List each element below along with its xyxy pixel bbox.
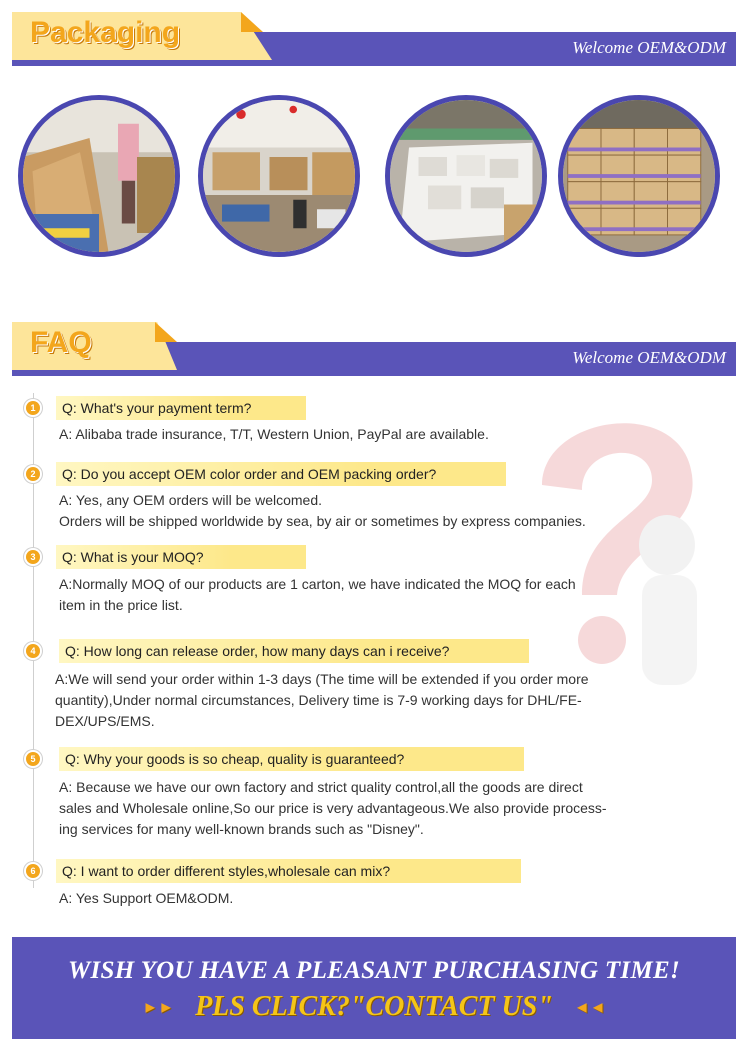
answer-line: DEX/UPS/EMS. [55,713,155,729]
answer-5 [59,777,709,840]
answer-2 [59,490,679,532]
answer-line: A:Normally MOQ of our products are 1 carton, we have indicated the MOQ for each [59,576,576,592]
answer-line: A: Because we have our own factory and strict quality control,all the goods are direct [59,779,583,795]
question-3: Q: What is your MOQ? [56,545,306,569]
packaging-title: Packaging [30,16,181,49]
packed-goods-photo [385,95,547,257]
stacked-cartons-photo [558,95,720,257]
answer-line: A: Alibaba trade insurance, T/T, Western Union, PayPal are available. [59,426,489,442]
answer-3 [59,574,679,616]
contact-us-link[interactable] [12,991,736,1023]
question-1: Q: What's your payment term? [56,396,306,420]
welcome-text: Welcome OEM&ODM [572,38,726,57]
number-6-icon: 6 [26,864,40,878]
number-5-icon: 5 [26,752,40,766]
answer-line: item in the price list. [59,597,183,613]
answer-line: A:We will send your order within 1-3 days (The time will be extended if you order more [55,671,589,687]
answer-line: A: Yes Support OEM&ODM. [59,890,234,906]
contact-us-label[interactable]: PLS CLICK?"CONTACT US" [195,991,553,1022]
faq-list [12,375,736,920]
answer-line: ing services for many well-known brands such as "Disney". [59,821,424,837]
answer-line: Orders will be shipped worldwide by sea, by air or sometimes by express companies. [59,513,586,529]
number-3-icon: 3 [26,550,40,564]
welcome-text: Welcome OEM&ODM [572,348,726,367]
packaging-banner [12,12,736,66]
double-arrow-right-icon: ►► [142,999,175,1017]
answer-line: A: Yes, any OEM orders will be welcomed. [59,492,323,508]
footer-banner [12,937,736,1039]
banner-tab-corner [241,12,263,32]
footer-greeting: WISH YOU HAVE A PLEASANT PURCHASING TIME! [68,957,680,984]
number-2-icon: 2 [26,467,40,481]
question-5: Q: Why your goods is so cheap, quality is guaranteed? [59,747,524,771]
packaging-workers-photo [18,95,180,257]
faq-title: FAQ [30,326,92,359]
answer-line: sales and Wholesale online,So our price is very advantageous.We also provide process- [59,800,607,816]
double-arrow-left-icon: ◄◄ [573,999,606,1017]
question-4: Q: How long can release order, how many days can i receive? [59,639,529,663]
question-6: Q: I want to order different styles,wholesale can mix? [56,859,521,883]
number-1-icon: 1 [26,401,40,415]
answer-line: quantity),Under normal circumstances, Delivery time is 7-9 working days for DHL/FE- [55,692,582,708]
answer-4 [55,669,705,732]
packing-workshop-photo [198,95,360,257]
number-4-icon: 4 [26,644,40,658]
question-2: Q: Do you accept OEM color order and OEM packing order? [56,462,506,486]
answer-6 [59,888,679,909]
answer-1 [59,424,679,445]
faq-banner [12,322,736,376]
